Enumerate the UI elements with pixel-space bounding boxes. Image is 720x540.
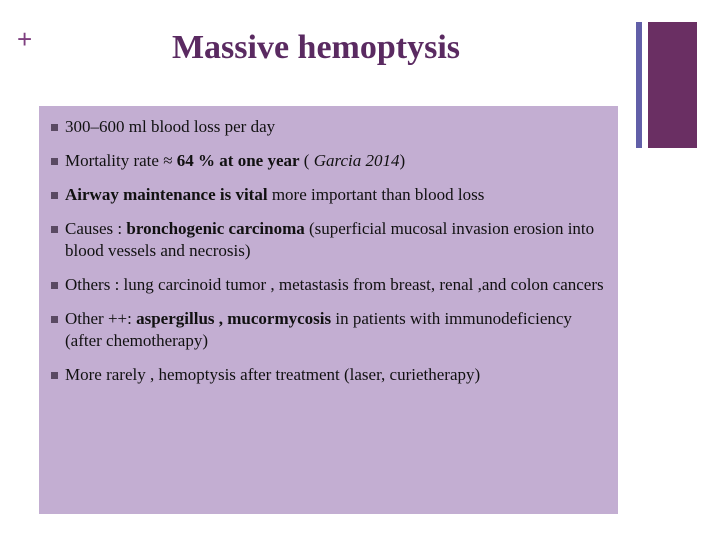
decorative-bar-thin [636, 22, 642, 148]
bullet-square-icon [51, 226, 58, 233]
bullet-item [51, 150, 608, 172]
bullet-text-segment: in patients with immunodeficiency (after chemotherapy) [65, 309, 572, 350]
bullet-item [51, 274, 608, 296]
content-box [39, 106, 618, 514]
bullet-item [51, 364, 608, 386]
bullet-item [51, 184, 608, 206]
bullet-text-segment: 300–600 ml blood loss per day [65, 117, 276, 136]
bullet-text-segment: aspergillus , mucormycosis [136, 309, 332, 328]
bullet-text-segment: Causes : [65, 219, 127, 238]
bullet-text-segment: Garcia 2014 [313, 151, 400, 170]
bullet-square-icon [51, 158, 58, 165]
bullet-item [51, 218, 608, 262]
bullet-text-segment: more important than blood loss [267, 185, 485, 204]
bullet-text-segment: Airway maintenance is vital [65, 185, 268, 204]
bullet-square-icon [51, 282, 58, 289]
bullet-text-segment: Other ++: [65, 309, 137, 328]
plus-icon: + [17, 24, 33, 54]
bullet-square-icon [51, 372, 58, 379]
bullet-text-segment: bronchogenic carcinoma [126, 219, 305, 238]
bullet-square-icon [51, 316, 58, 323]
bullet-text-segment: Mortality rate ≈ [65, 151, 177, 170]
slide-title: Massive hemoptysis [171, 29, 461, 66]
bullet-text-segment: Others : lung carcinoid tumor , metastasis from breast, renal ,and colon cancers [65, 275, 604, 294]
bullet-item [51, 308, 608, 352]
bullet-item [51, 116, 608, 138]
bullet-text-segment: (superficial mucosal invasion erosion into blood vessels and necrosis) [65, 219, 595, 260]
bullet-text-segment: ( [299, 151, 314, 170]
decorative-bar-thick [648, 22, 697, 148]
bullet-text-segment: 64 % at one year [176, 151, 300, 170]
bullet-square-icon [51, 124, 58, 131]
bullet-text-segment: More rarely , hemoptysis after treatment (laser, curietherapy) [65, 365, 481, 384]
bullet-square-icon [51, 192, 58, 199]
bullet-list [51, 116, 608, 386]
bullet-text-segment: ) [399, 151, 406, 170]
